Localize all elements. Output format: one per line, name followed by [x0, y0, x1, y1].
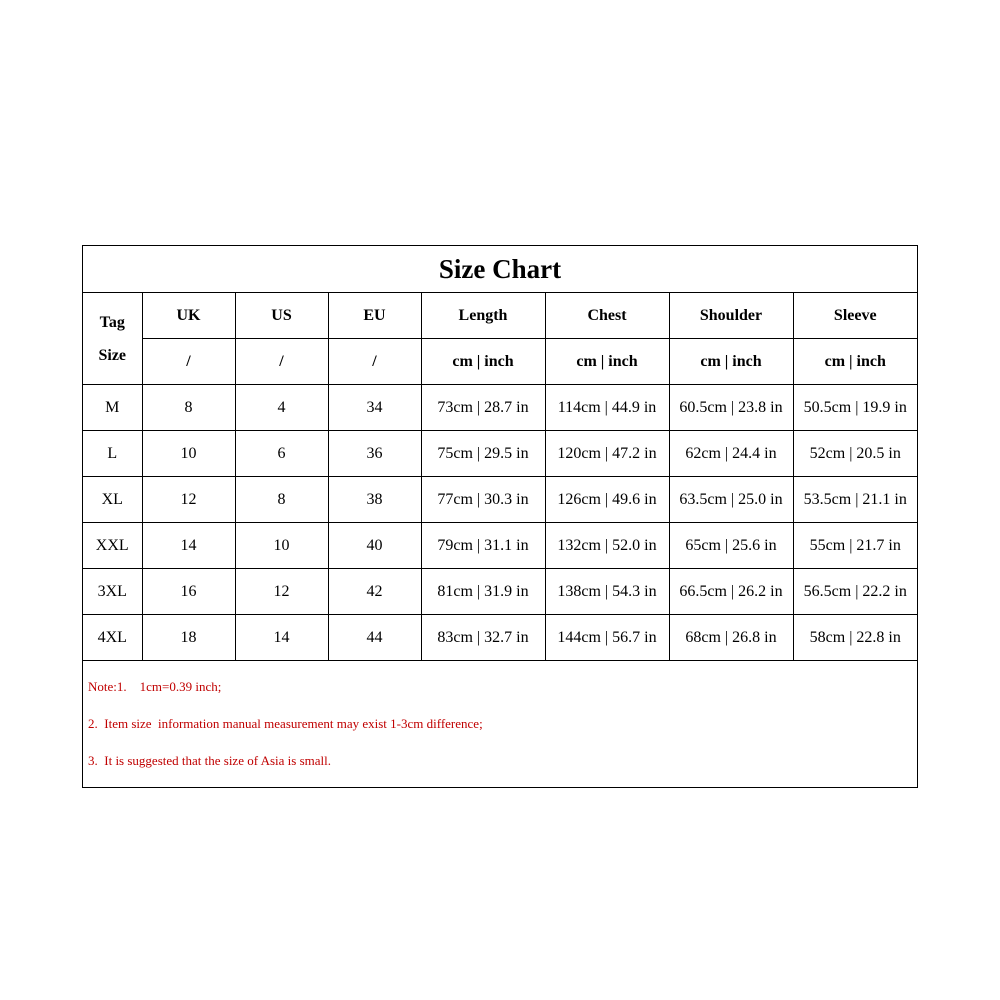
table-cell: 83cm | 32.7 in [421, 615, 545, 661]
table-cell: 79cm | 31.1 in [421, 523, 545, 569]
table-cell: 63.5cm | 25.0 in [669, 477, 793, 523]
table-cell: 132cm | 52.0 in [545, 523, 669, 569]
note-line-2: 2. Item size information manual measurement may exist 1-3cm difference; [88, 716, 483, 731]
table-cell: 10 [235, 523, 328, 569]
table-cell: 44 [328, 615, 421, 661]
column-header-uk: UK [142, 293, 235, 339]
table-cell: M [83, 385, 142, 431]
column-header-eu: EU [328, 293, 421, 339]
table-cell: 10 [142, 431, 235, 477]
table-cell: 53.5cm | 21.1 in [793, 477, 917, 523]
table-cell: 12 [142, 477, 235, 523]
table-cell: 68cm | 26.8 in [669, 615, 793, 661]
table-cell: 6 [235, 431, 328, 477]
table-cell: 14 [142, 523, 235, 569]
column-header-chest: Chest [545, 293, 669, 339]
table-cell: 36 [328, 431, 421, 477]
tag-size-header [83, 293, 142, 385]
column-header-us: US [235, 293, 328, 339]
table-row [83, 477, 917, 523]
table-cell: 42 [328, 569, 421, 615]
table-cell: 4XL [83, 615, 142, 661]
table-cell: 65cm | 25.6 in [669, 523, 793, 569]
table-cell: 114cm | 44.9 in [545, 385, 669, 431]
column-unit-uk: / [142, 339, 235, 385]
table-cell: 75cm | 29.5 in [421, 431, 545, 477]
size-chart-frame [82, 245, 918, 788]
table-cell: L [83, 431, 142, 477]
table-cell: 12 [235, 569, 328, 615]
column-unit-length: cm | inch [421, 339, 545, 385]
table-cell: 138cm | 54.3 in [545, 569, 669, 615]
column-unit-shoulder: cm | inch [669, 339, 793, 385]
table-cell: 3XL [83, 569, 142, 615]
table-row [83, 385, 917, 431]
table-cell: 73cm | 28.7 in [421, 385, 545, 431]
table-row [83, 569, 917, 615]
table-cell: 66.5cm | 26.2 in [669, 569, 793, 615]
table-cell: XXL [83, 523, 142, 569]
table-cell: 56.5cm | 22.2 in [793, 569, 917, 615]
table-cell: 52cm | 20.5 in [793, 431, 917, 477]
table-cell: 55cm | 21.7 in [793, 523, 917, 569]
table-cell: 60.5cm | 23.8 in [669, 385, 793, 431]
table-cell: 58cm | 22.8 in [793, 615, 917, 661]
size-table [83, 293, 917, 661]
column-header-sleeve: Sleeve [793, 293, 917, 339]
table-cell: 8 [142, 385, 235, 431]
note-line-1: Note:1. 1cm=0.39 inch; [88, 679, 222, 694]
table-cell: 120cm | 47.2 in [545, 431, 669, 477]
table-cell: 144cm | 56.7 in [545, 615, 669, 661]
table-cell: 8 [235, 477, 328, 523]
size-label: Size [98, 346, 127, 364]
table-cell: 50.5cm | 19.9 in [793, 385, 917, 431]
table-cell: 40 [328, 523, 421, 569]
note-line-3: 3. It is suggested that the size of Asia is small. [88, 753, 331, 768]
header-row-names [83, 293, 917, 339]
table-cell: 62cm | 24.4 in [669, 431, 793, 477]
column-unit-eu: / [328, 339, 421, 385]
notes-section [83, 661, 917, 790]
tag-label: Tag [99, 313, 125, 331]
header-row-units [83, 339, 917, 385]
table-cell: 77cm | 30.3 in [421, 477, 545, 523]
table-cell: XL [83, 477, 142, 523]
table-cell: 4 [235, 385, 328, 431]
table-cell: 81cm | 31.9 in [421, 569, 545, 615]
table-cell: 34 [328, 385, 421, 431]
column-unit-sleeve: cm | inch [793, 339, 917, 385]
table-row [83, 615, 917, 661]
size-chart-title: Size Chart [83, 246, 917, 293]
table-row [83, 431, 917, 477]
table-row [83, 523, 917, 569]
column-header-shoulder: Shoulder [669, 293, 793, 339]
column-unit-chest: cm | inch [545, 339, 669, 385]
column-header-length: Length [421, 293, 545, 339]
table-cell: 14 [235, 615, 328, 661]
table-cell: 16 [142, 569, 235, 615]
table-cell: 126cm | 49.6 in [545, 477, 669, 523]
table-cell: 38 [328, 477, 421, 523]
table-cell: 18 [142, 615, 235, 661]
column-unit-us: / [235, 339, 328, 385]
